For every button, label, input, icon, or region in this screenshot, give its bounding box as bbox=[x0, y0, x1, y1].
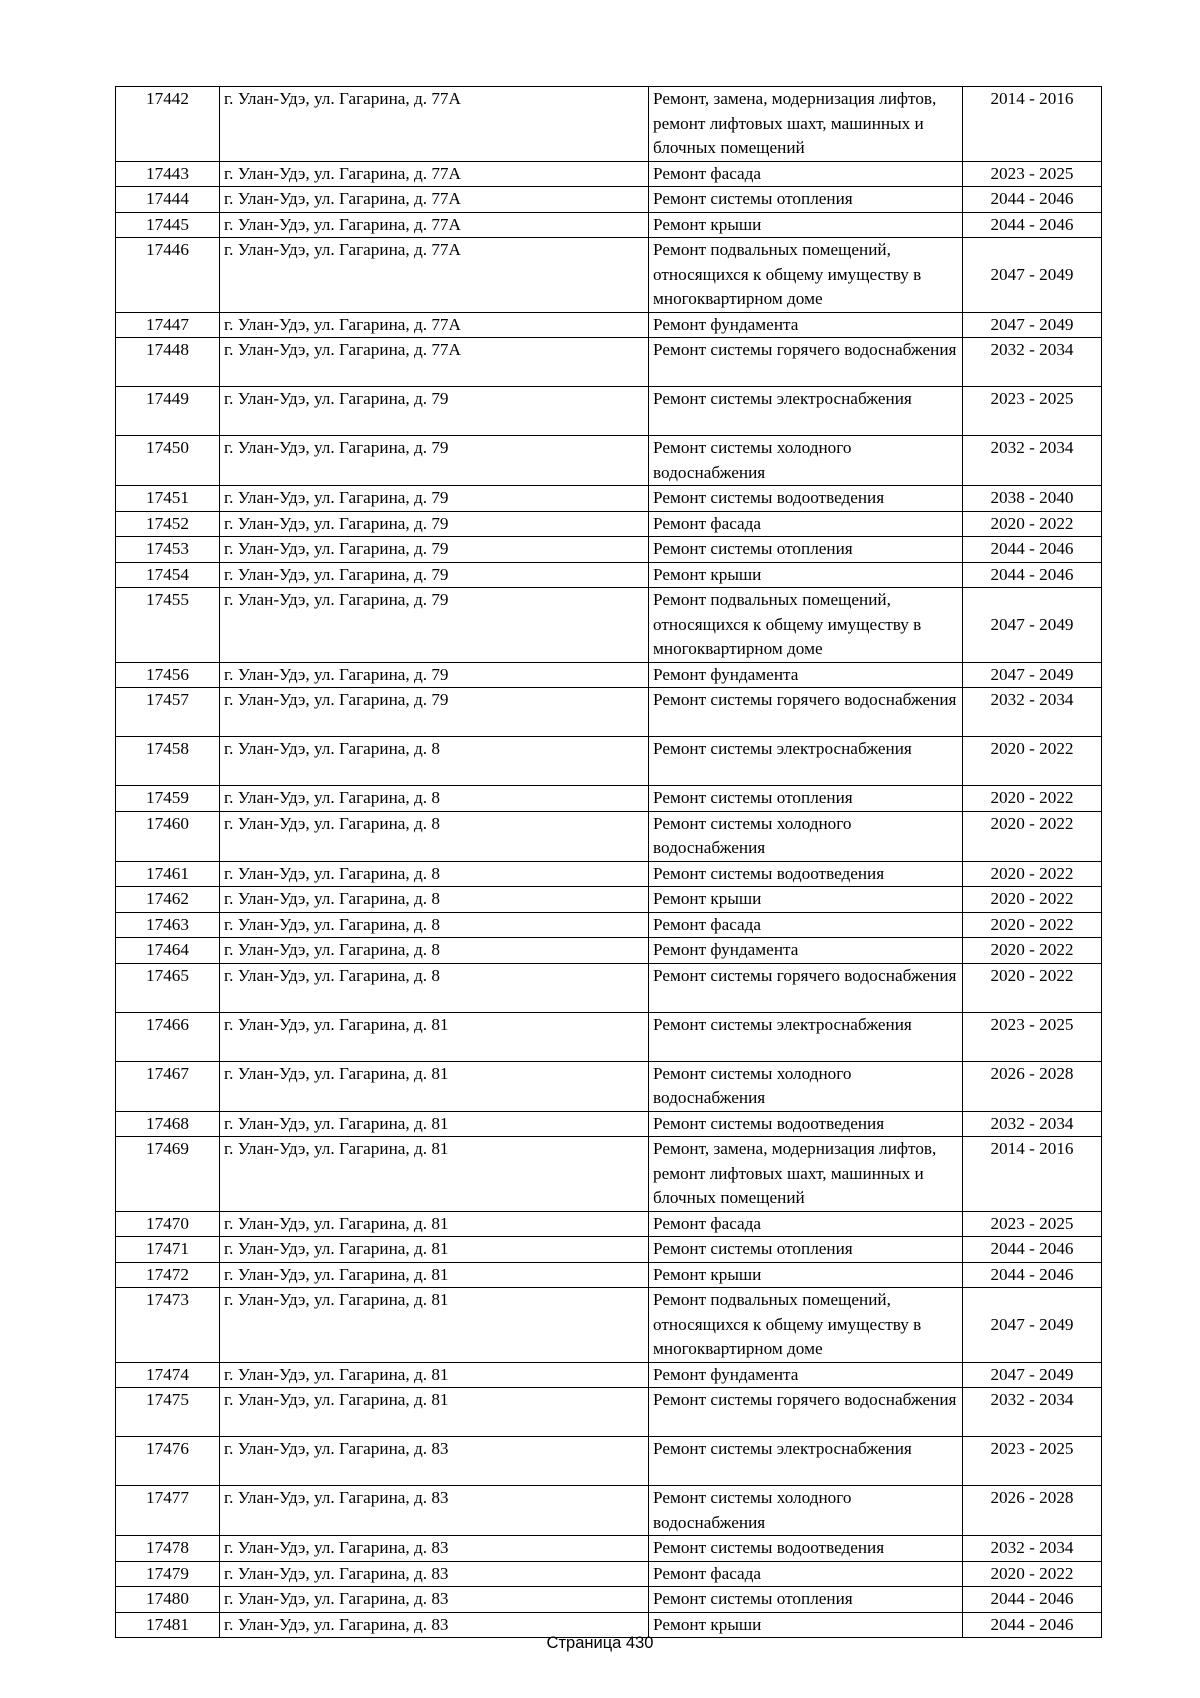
address-cell: г. Улан-Удэ, ул. Гагарина, д. 81 bbox=[220, 1211, 649, 1237]
period-cell: 2047 - 2049 bbox=[963, 1362, 1102, 1388]
period-cell: 2020 - 2022 bbox=[963, 511, 1102, 537]
work-type-cell: Ремонт крыши bbox=[649, 212, 963, 238]
period-cell: 2047 - 2049 bbox=[963, 588, 1102, 663]
address-cell: г. Улан-Удэ, ул. Гагарина, д. 8 bbox=[220, 938, 649, 964]
row-number-cell: 17465 bbox=[116, 963, 220, 1012]
work-type-cell: Ремонт системы электроснабжения bbox=[649, 737, 963, 786]
period-cell: 2023 - 2025 bbox=[963, 1012, 1102, 1061]
work-type-cell: Ремонт фасада bbox=[649, 912, 963, 938]
address-cell: г. Улан-Удэ, ул. Гагарина, д. 8 bbox=[220, 963, 649, 1012]
address-cell: г. Улан-Удэ, ул. Гагарина, д. 79 bbox=[220, 662, 649, 688]
row-number-cell: 17443 bbox=[116, 161, 220, 187]
work-type-cell: Ремонт системы горячего водоснабжения bbox=[649, 688, 963, 737]
work-type-cell: Ремонт крыши bbox=[649, 562, 963, 588]
table-row bbox=[116, 187, 1102, 213]
row-number-cell: 17473 bbox=[116, 1288, 220, 1363]
address-cell: г. Улан-Удэ, ул. Гагарина, д. 77А bbox=[220, 161, 649, 187]
work-type-cell: Ремонт крыши bbox=[649, 1262, 963, 1288]
row-number-cell: 17446 bbox=[116, 238, 220, 313]
work-type-cell: Ремонт системы отопления bbox=[649, 187, 963, 213]
row-number-cell: 17462 bbox=[116, 887, 220, 913]
table-row bbox=[116, 1437, 1102, 1486]
work-type-cell: Ремонт подвальных помещений, относящихся к общему имуществу в многоквартирном доме bbox=[649, 588, 963, 663]
address-cell: г. Улан-Удэ, ул. Гагарина, д. 83 bbox=[220, 1561, 649, 1587]
address-cell: г. Улан-Удэ, ул. Гагарина, д. 83 bbox=[220, 1587, 649, 1613]
period-cell: 2020 - 2022 bbox=[963, 938, 1102, 964]
table-row bbox=[116, 912, 1102, 938]
row-number-cell: 17475 bbox=[116, 1388, 220, 1437]
work-type-cell: Ремонт системы холодного водоснабжения bbox=[649, 811, 963, 861]
address-cell: г. Улан-Удэ, ул. Гагарина, д. 79 bbox=[220, 688, 649, 737]
address-cell: г. Улан-Удэ, ул. Гагарина, д. 8 bbox=[220, 912, 649, 938]
period-cell: 2044 - 2046 bbox=[963, 212, 1102, 238]
work-type-cell: Ремонт фасада bbox=[649, 511, 963, 537]
period-cell: 2047 - 2049 bbox=[963, 238, 1102, 313]
row-number-cell: 17471 bbox=[116, 1237, 220, 1263]
table-row bbox=[116, 588, 1102, 663]
row-number-cell: 17480 bbox=[116, 1587, 220, 1613]
work-type-cell: Ремонт системы холодного водоснабжения bbox=[649, 436, 963, 486]
address-cell: г. Улан-Удэ, ул. Гагарина, д. 77А bbox=[220, 87, 649, 162]
address-cell: г. Улан-Удэ, ул. Гагарина, д. 79 bbox=[220, 387, 649, 436]
row-number-cell: 17478 bbox=[116, 1536, 220, 1562]
row-number-cell: 17448 bbox=[116, 338, 220, 387]
work-type-cell: Ремонт фундамента bbox=[649, 312, 963, 338]
row-number-cell: 17452 bbox=[116, 511, 220, 537]
row-number-cell: 17458 bbox=[116, 737, 220, 786]
work-type-cell: Ремонт системы электроснабжения bbox=[649, 1437, 963, 1486]
row-number-cell: 17453 bbox=[116, 537, 220, 563]
address-cell: г. Улан-Удэ, ул. Гагарина, д. 83 bbox=[220, 1536, 649, 1562]
period-cell: 2044 - 2046 bbox=[963, 537, 1102, 563]
address-cell: г. Улан-Удэ, ул. Гагарина, д. 81 bbox=[220, 1137, 649, 1212]
table-row bbox=[116, 1536, 1102, 1562]
period-cell: 2047 - 2049 bbox=[963, 312, 1102, 338]
address-cell: г. Улан-Удэ, ул. Гагарина, д. 81 bbox=[220, 1362, 649, 1388]
period-cell: 2032 - 2034 bbox=[963, 688, 1102, 737]
period-cell: 2044 - 2046 bbox=[963, 1612, 1102, 1638]
address-cell: г. Улан-Удэ, ул. Гагарина, д. 81 bbox=[220, 1288, 649, 1363]
address-cell: г. Улан-Удэ, ул. Гагарина, д. 77А bbox=[220, 312, 649, 338]
row-number-cell: 17457 bbox=[116, 688, 220, 737]
table-row bbox=[116, 662, 1102, 688]
row-number-cell: 17461 bbox=[116, 861, 220, 887]
address-cell: г. Улан-Удэ, ул. Гагарина, д. 81 bbox=[220, 1388, 649, 1437]
table-row bbox=[116, 1211, 1102, 1237]
address-cell: г. Улан-Удэ, ул. Гагарина, д. 81 bbox=[220, 1237, 649, 1263]
period-cell: 2044 - 2046 bbox=[963, 187, 1102, 213]
period-cell: 2020 - 2022 bbox=[963, 887, 1102, 913]
table-row bbox=[116, 387, 1102, 436]
row-number-cell: 17481 bbox=[116, 1612, 220, 1638]
period-cell: 2044 - 2046 bbox=[963, 1587, 1102, 1613]
table-row bbox=[116, 1486, 1102, 1536]
row-number-cell: 17442 bbox=[116, 87, 220, 162]
table-row bbox=[116, 1237, 1102, 1263]
table-row bbox=[116, 1561, 1102, 1587]
address-cell: г. Улан-Удэ, ул. Гагарина, д. 77А bbox=[220, 338, 649, 387]
period-cell: 2047 - 2049 bbox=[963, 662, 1102, 688]
address-cell: г. Улан-Удэ, ул. Гагарина, д. 83 bbox=[220, 1612, 649, 1638]
table-row bbox=[116, 1362, 1102, 1388]
row-number-cell: 17479 bbox=[116, 1561, 220, 1587]
work-type-cell: Ремонт фасада bbox=[649, 1211, 963, 1237]
table-row bbox=[116, 1388, 1102, 1437]
work-type-cell: Ремонт системы отопления bbox=[649, 1587, 963, 1613]
row-number-cell: 17451 bbox=[116, 486, 220, 512]
period-cell: 2032 - 2034 bbox=[963, 338, 1102, 387]
address-cell: г. Улан-Удэ, ул. Гагарина, д. 77А bbox=[220, 238, 649, 313]
table-row bbox=[116, 537, 1102, 563]
work-type-cell: Ремонт подвальных помещений, относящихся к общему имуществу в многоквартирном доме bbox=[649, 238, 963, 313]
table-row bbox=[116, 1262, 1102, 1288]
period-cell: 2047 - 2049 bbox=[963, 1288, 1102, 1363]
page-number: Страница 430 bbox=[546, 1634, 654, 1652]
table-row bbox=[116, 1288, 1102, 1363]
table-row bbox=[116, 212, 1102, 238]
table-row bbox=[116, 1137, 1102, 1212]
period-cell: 2032 - 2034 bbox=[963, 1111, 1102, 1137]
work-type-cell: Ремонт системы электроснабжения bbox=[649, 387, 963, 436]
row-number-cell: 17460 bbox=[116, 811, 220, 861]
repair-schedule-table bbox=[115, 86, 1102, 1638]
period-cell: 2020 - 2022 bbox=[963, 912, 1102, 938]
period-cell: 2023 - 2025 bbox=[963, 1211, 1102, 1237]
table-row bbox=[116, 312, 1102, 338]
row-number-cell: 17474 bbox=[116, 1362, 220, 1388]
row-number-cell: 17459 bbox=[116, 786, 220, 812]
address-cell: г. Улан-Удэ, ул. Гагарина, д. 79 bbox=[220, 537, 649, 563]
row-number-cell: 17444 bbox=[116, 187, 220, 213]
row-number-cell: 17454 bbox=[116, 562, 220, 588]
period-cell: 2044 - 2046 bbox=[963, 562, 1102, 588]
table-row bbox=[116, 1012, 1102, 1061]
table-row bbox=[116, 786, 1102, 812]
row-number-cell: 17445 bbox=[116, 212, 220, 238]
address-cell: г. Улан-Удэ, ул. Гагарина, д. 81 bbox=[220, 1012, 649, 1061]
period-cell: 2020 - 2022 bbox=[963, 963, 1102, 1012]
address-cell: г. Улан-Удэ, ул. Гагарина, д. 81 bbox=[220, 1061, 649, 1111]
table-row bbox=[116, 1061, 1102, 1111]
period-cell: 2014 - 2016 bbox=[963, 87, 1102, 162]
address-cell: г. Улан-Удэ, ул. Гагарина, д. 79 bbox=[220, 511, 649, 537]
table-row bbox=[116, 737, 1102, 786]
work-type-cell: Ремонт системы горячего водоснабжения bbox=[649, 1388, 963, 1437]
row-number-cell: 17472 bbox=[116, 1262, 220, 1288]
work-type-cell: Ремонт фасада bbox=[649, 1561, 963, 1587]
row-number-cell: 17470 bbox=[116, 1211, 220, 1237]
work-type-cell: Ремонт, замена, модернизация лифтов, ремонт лифтовых шахт, машинных и блочных помещений bbox=[649, 1137, 963, 1212]
row-number-cell: 17456 bbox=[116, 662, 220, 688]
address-cell: г. Улан-Удэ, ул. Гагарина, д. 8 bbox=[220, 737, 649, 786]
row-number-cell: 17476 bbox=[116, 1437, 220, 1486]
row-number-cell: 17447 bbox=[116, 312, 220, 338]
period-cell: 2044 - 2046 bbox=[963, 1237, 1102, 1263]
period-cell: 2020 - 2022 bbox=[963, 861, 1102, 887]
address-cell: г. Улан-Удэ, ул. Гагарина, д. 77А bbox=[220, 212, 649, 238]
table-row bbox=[116, 486, 1102, 512]
period-cell: 2023 - 2025 bbox=[963, 387, 1102, 436]
row-number-cell: 17450 bbox=[116, 436, 220, 486]
row-number-cell: 17466 bbox=[116, 1012, 220, 1061]
address-cell: г. Улан-Удэ, ул. Гагарина, д. 81 bbox=[220, 1262, 649, 1288]
table-row bbox=[116, 436, 1102, 486]
period-cell: 2020 - 2022 bbox=[963, 786, 1102, 812]
work-type-cell: Ремонт системы отопления bbox=[649, 537, 963, 563]
period-cell: 2026 - 2028 bbox=[963, 1486, 1102, 1536]
table-row bbox=[116, 1587, 1102, 1613]
address-cell: г. Улан-Удэ, ул. Гагарина, д. 81 bbox=[220, 1111, 649, 1137]
table-row bbox=[116, 963, 1102, 1012]
period-cell: 2032 - 2034 bbox=[963, 1536, 1102, 1562]
work-type-cell: Ремонт системы водоотведения bbox=[649, 1536, 963, 1562]
address-cell: г. Улан-Удэ, ул. Гагарина, д. 79 bbox=[220, 486, 649, 512]
period-cell: 2023 - 2025 bbox=[963, 1437, 1102, 1486]
row-number-cell: 17463 bbox=[116, 912, 220, 938]
period-cell: 2044 - 2046 bbox=[963, 1262, 1102, 1288]
row-number-cell: 17477 bbox=[116, 1486, 220, 1536]
work-type-cell: Ремонт системы водоотведения bbox=[649, 486, 963, 512]
row-number-cell: 17468 bbox=[116, 1111, 220, 1137]
work-type-cell: Ремонт подвальных помещений, относящихся к общему имуществу в многоквартирном доме bbox=[649, 1288, 963, 1363]
work-type-cell: Ремонт фундамента bbox=[649, 1362, 963, 1388]
row-number-cell: 17469 bbox=[116, 1137, 220, 1212]
table-row bbox=[116, 238, 1102, 313]
work-type-cell: Ремонт фундамента bbox=[649, 938, 963, 964]
table-row bbox=[116, 938, 1102, 964]
row-number-cell: 17467 bbox=[116, 1061, 220, 1111]
table-row bbox=[116, 87, 1102, 162]
period-cell: 2020 - 2022 bbox=[963, 737, 1102, 786]
address-cell: г. Улан-Удэ, ул. Гагарина, д. 83 bbox=[220, 1486, 649, 1536]
work-type-cell: Ремонт фундамента bbox=[649, 662, 963, 688]
period-cell: 2032 - 2034 bbox=[963, 1388, 1102, 1437]
period-cell: 2020 - 2022 bbox=[963, 1561, 1102, 1587]
table-row bbox=[116, 887, 1102, 913]
work-type-cell: Ремонт системы отопления bbox=[649, 1237, 963, 1263]
table-row bbox=[116, 861, 1102, 887]
row-number-cell: 17449 bbox=[116, 387, 220, 436]
table-row bbox=[116, 562, 1102, 588]
address-cell: г. Улан-Удэ, ул. Гагарина, д. 79 bbox=[220, 436, 649, 486]
table-row bbox=[116, 338, 1102, 387]
work-type-cell: Ремонт системы горячего водоснабжения bbox=[649, 963, 963, 1012]
table-row bbox=[116, 161, 1102, 187]
table-row bbox=[116, 511, 1102, 537]
address-cell: г. Улан-Удэ, ул. Гагарина, д. 8 bbox=[220, 861, 649, 887]
row-number-cell: 17455 bbox=[116, 588, 220, 663]
address-cell: г. Улан-Удэ, ул. Гагарина, д. 83 bbox=[220, 1437, 649, 1486]
work-type-cell: Ремонт фасада bbox=[649, 161, 963, 187]
table-row bbox=[116, 1111, 1102, 1137]
period-cell: 2020 - 2022 bbox=[963, 811, 1102, 861]
period-cell: 2014 - 2016 bbox=[963, 1137, 1102, 1212]
work-type-cell: Ремонт крыши bbox=[649, 1612, 963, 1638]
address-cell: г. Улан-Удэ, ул. Гагарина, д. 77А bbox=[220, 187, 649, 213]
work-type-cell: Ремонт системы отопления bbox=[649, 786, 963, 812]
row-number-cell: 17464 bbox=[116, 938, 220, 964]
work-type-cell: Ремонт системы электроснабжения bbox=[649, 1012, 963, 1061]
table-body bbox=[116, 87, 1102, 1638]
address-cell: г. Улан-Удэ, ул. Гагарина, д. 79 bbox=[220, 562, 649, 588]
period-cell: 2038 - 2040 bbox=[963, 486, 1102, 512]
period-cell: 2023 - 2025 bbox=[963, 161, 1102, 187]
table-row bbox=[116, 811, 1102, 861]
work-type-cell: Ремонт системы холодного водоснабжения bbox=[649, 1486, 963, 1536]
work-type-cell: Ремонт системы горячего водоснабжения bbox=[649, 338, 963, 387]
address-cell: г. Улан-Удэ, ул. Гагарина, д. 8 bbox=[220, 887, 649, 913]
address-cell: г. Улан-Удэ, ул. Гагарина, д. 8 bbox=[220, 811, 649, 861]
address-cell: г. Улан-Удэ, ул. Гагарина, д. 79 bbox=[220, 588, 649, 663]
table-row bbox=[116, 688, 1102, 737]
work-type-cell: Ремонт системы холодного водоснабжения bbox=[649, 1061, 963, 1111]
address-cell: г. Улан-Удэ, ул. Гагарина, д. 8 bbox=[220, 786, 649, 812]
work-type-cell: Ремонт системы водоотведения bbox=[649, 1111, 963, 1137]
period-cell: 2026 - 2028 bbox=[963, 1061, 1102, 1111]
work-type-cell: Ремонт крыши bbox=[649, 887, 963, 913]
work-type-cell: Ремонт, замена, модернизация лифтов, ремонт лифтовых шахт, машинных и блочных помещений bbox=[649, 87, 963, 162]
period-cell: 2032 - 2034 bbox=[963, 436, 1102, 486]
work-type-cell: Ремонт системы водоотведения bbox=[649, 861, 963, 887]
